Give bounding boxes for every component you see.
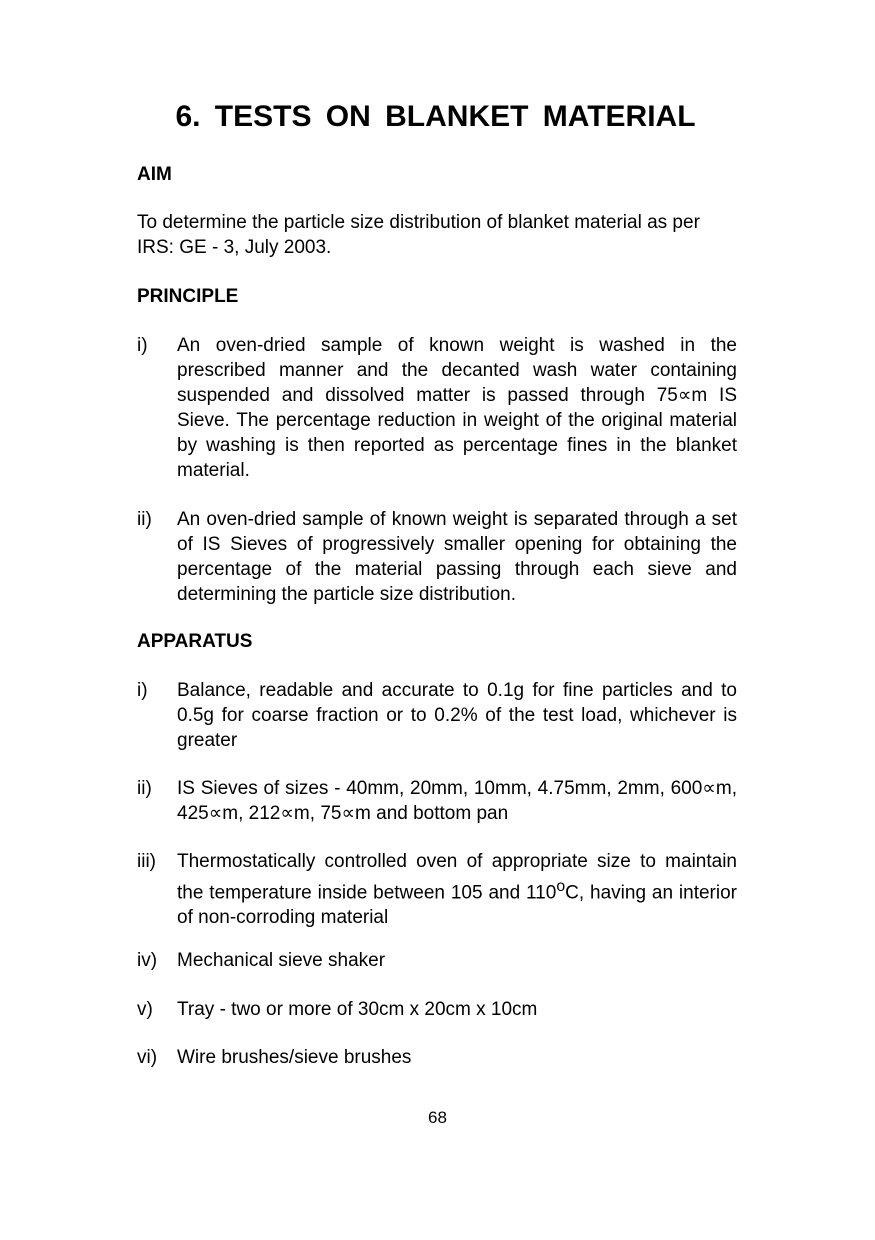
principle-heading: PRINCIPLE — [137, 286, 239, 307]
apparatus-item-marker: iv) — [137, 950, 158, 971]
apparatus-item-marker: vi) — [137, 1047, 158, 1068]
apparatus-item — [137, 997, 737, 1022]
apparatus-item-text-part: C, having an interior of non-corroding material — [177, 882, 737, 929]
principle-item-marker: i) — [137, 335, 148, 356]
apparatus-item-text: IS Sieves of sizes - 40mm, 20mm, 10mm, 4.75mm, 2mm, 600∝m, 425∝m, 212∝m, 75∝m and bottom pan — [177, 778, 737, 824]
apparatus-item-text: Mechanical sieve shaker — [177, 950, 386, 971]
apparatus-item — [137, 678, 737, 753]
apparatus-item-text: Tray - two or more of 30cm x 20cm x 10cm — [177, 999, 538, 1020]
principle-item — [137, 333, 737, 483]
apparatus-item-text: Wire brushes/sieve brushes — [177, 1047, 412, 1068]
apparatus-item — [137, 948, 737, 973]
apparatus-item — [137, 1045, 737, 1070]
apparatus-item-marker: i) — [137, 680, 148, 701]
aim-heading: AIM — [137, 164, 172, 185]
apparatus-item-text: Balance, readable and accurate to 0.1g for fine particles and to 0.5g for coarse fraction or to 0.2% of the test load, whichever is greater — [177, 680, 737, 751]
apparatus-item-text-part: Thermostatically controlled oven of appropriate size to maintain the temperature inside between 105 and 110 — [177, 851, 737, 904]
page-title: 6. TESTS ON BLANKET MATERIAL — [175, 100, 696, 133]
principle-item-marker: ii) — [137, 509, 152, 530]
principle-item-text: An oven-dried sample of known weight is separated through a set of IS Sieves of progressively smaller opening for obtaining the percentage of the material passing through each sieve and determining the particle size distribution. — [177, 509, 737, 605]
degree-superscript: o — [556, 878, 566, 895]
apparatus-heading: APPARATUS — [137, 631, 253, 652]
apparatus-item-marker: iii) — [137, 851, 156, 872]
apparatus-item-text — [177, 849, 737, 930]
principle-item-text: An oven-dried sample of known weight is washed in the prescribed manner and the decanted wash water containing suspended and dissolved matter is passed through 75∝m IS Sieve. The percentage reduction in weight of the original material by washing is then reported as percentage fines in the blanket material. — [177, 335, 737, 481]
apparatus-item-marker: v) — [137, 999, 153, 1020]
apparatus-item — [137, 849, 737, 930]
aim-text: To determine the particle size distribution of blanket material as per IRS: GE - 3, July 2003. — [137, 212, 700, 258]
apparatus-item — [137, 776, 737, 826]
page-number: 68 — [428, 1108, 447, 1127]
principle-item — [137, 507, 737, 607]
apparatus-item-marker: ii) — [137, 778, 152, 799]
